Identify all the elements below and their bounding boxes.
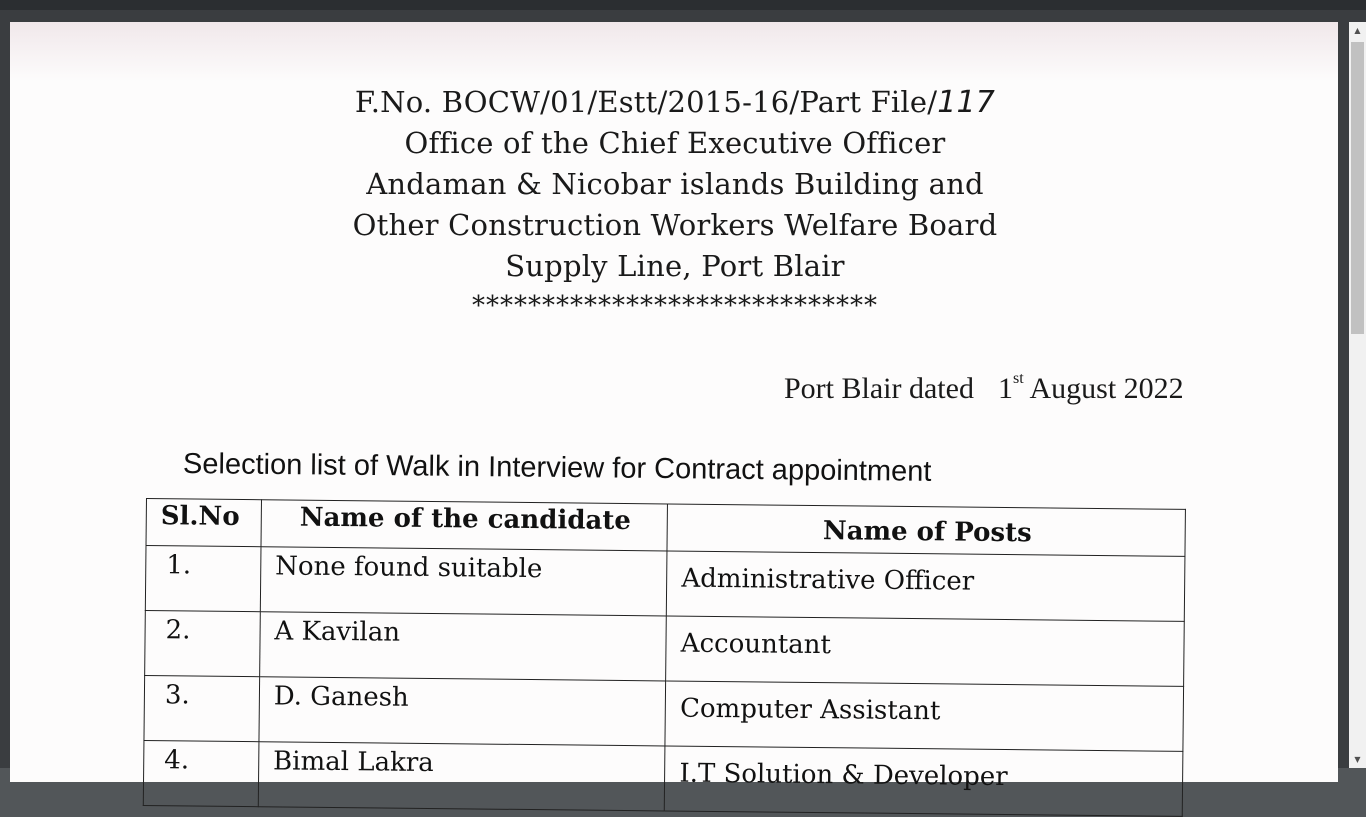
viewer-toolbar bbox=[0, 0, 1366, 10]
cell-sl-no: 4. bbox=[143, 740, 259, 806]
file-number-handwritten: 117 bbox=[937, 85, 996, 120]
cell-sl-no: 1. bbox=[145, 546, 261, 612]
date-month-year: August 2022 bbox=[1029, 372, 1184, 405]
date-prefix: Port Blair dated bbox=[784, 372, 974, 405]
table-row bbox=[143, 740, 1183, 816]
file-number-text: F.No. BOCW/01/Estt/2015-16/Part File/ bbox=[354, 85, 938, 119]
table-row bbox=[145, 610, 1185, 686]
selection-table-wrapper bbox=[143, 498, 1188, 817]
header-line-office: Office of the Chief Executive Officer bbox=[404, 126, 946, 160]
scrollbar-thumb[interactable] bbox=[1351, 42, 1364, 334]
date-day: 1 bbox=[997, 372, 1013, 405]
selection-list-title: Selection list of Walk in Interview for Contract appointment bbox=[182, 448, 932, 488]
cell-post-name: I.T Solution & Developer bbox=[665, 746, 1183, 816]
header-line-board-1: Andaman & Nicobar islands Building and bbox=[366, 167, 984, 201]
scroll-up-arrow-icon[interactable]: ▲ bbox=[1349, 22, 1366, 39]
cell-candidate-name: D. Ganesh bbox=[259, 677, 666, 746]
date-ordinal: st bbox=[1012, 370, 1024, 387]
header-line-board-2: Other Construction Workers Welfare Board bbox=[352, 208, 998, 242]
selection-table bbox=[143, 498, 1186, 817]
letter-header bbox=[330, 82, 1020, 323]
separator-stars: ***************************** bbox=[472, 291, 878, 321]
scan-texture bbox=[10, 22, 1338, 82]
header-candidate-name: Name of the candidate bbox=[261, 500, 668, 551]
table-row bbox=[145, 546, 1185, 622]
cell-sl-no: 3. bbox=[144, 675, 260, 741]
cell-post-name: Administrative Officer bbox=[667, 551, 1185, 621]
header-sl-no: Sl.No bbox=[146, 499, 261, 547]
table-row bbox=[144, 675, 1184, 751]
letter-date bbox=[784, 372, 1184, 406]
file-number bbox=[330, 82, 1020, 123]
cell-candidate-name: None found suitable bbox=[260, 547, 667, 616]
header-line-address: Supply Line, Port Blair bbox=[505, 249, 845, 283]
cell-candidate-name: A Kavilan bbox=[260, 612, 667, 681]
cell-sl-no: 2. bbox=[145, 610, 261, 676]
scroll-down-arrow-icon[interactable]: ▼ bbox=[1349, 751, 1366, 768]
cell-post-name: Accountant bbox=[666, 616, 1184, 686]
cell-candidate-name: Bimal Lakra bbox=[258, 742, 665, 811]
cell-post-name: Computer Assistant bbox=[665, 681, 1183, 751]
header-post-name: Name of Posts bbox=[667, 504, 1185, 556]
